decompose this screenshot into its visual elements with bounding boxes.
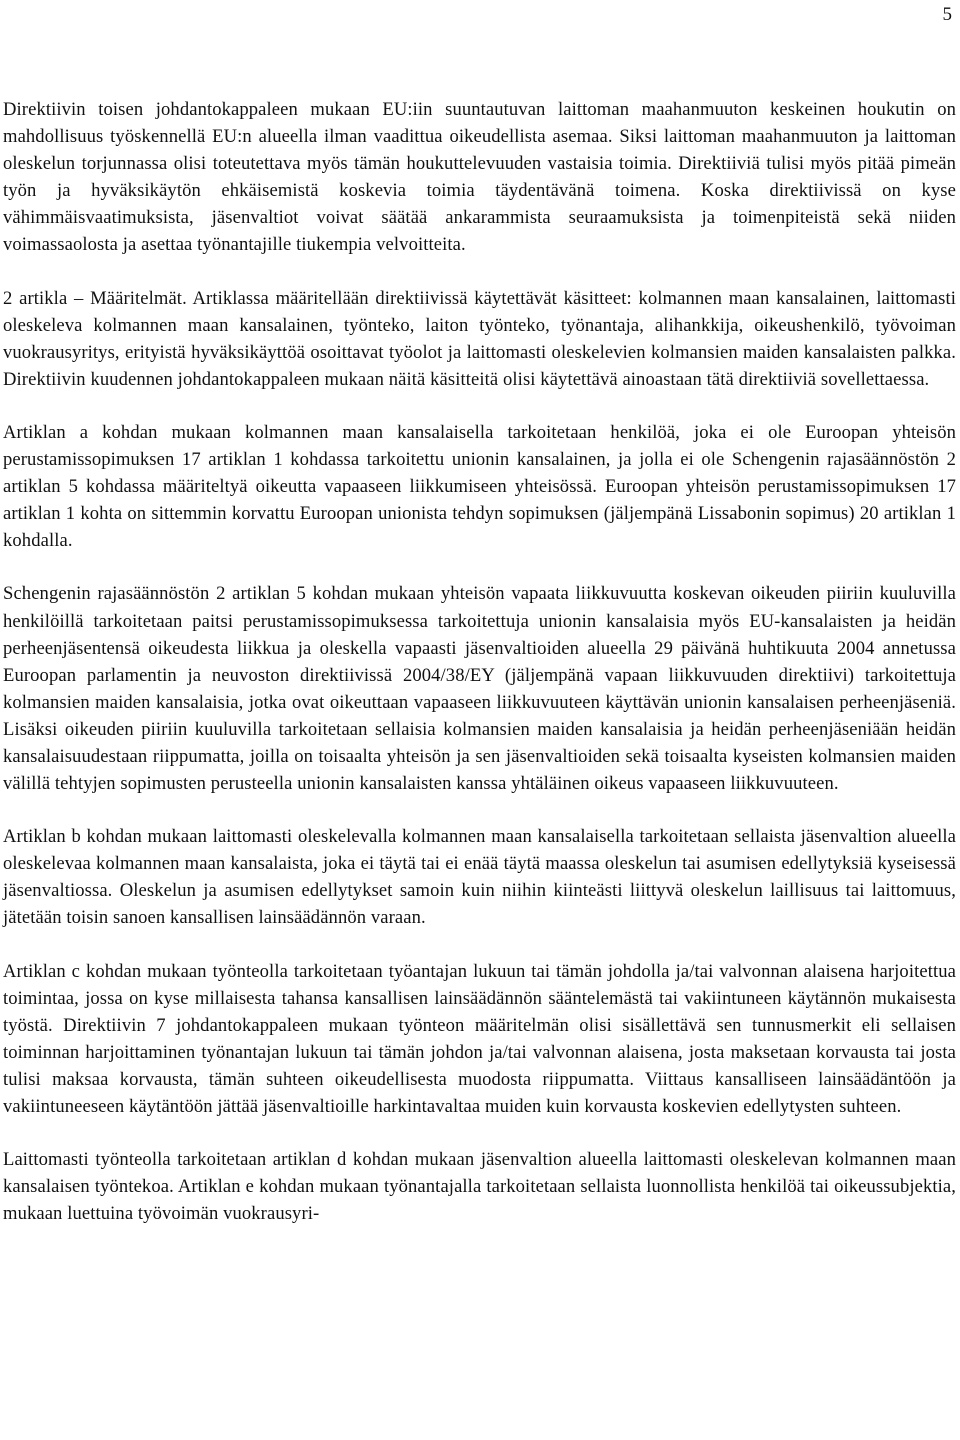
paragraph-point-d-e: Laittomasti työnteolla tarkoitetaan artiklan d kohdan mukaan jäsenvaltion alueella laittomasti oleskelevan kolmannen maan kansalaisen työntekoa. Artiklan e kohdan mukaan työnantajalla tarkoitetaan sellaista luonnollista henkilöä tai oikeussubjektia, mukaan luettuina työvoimän vuokrausyri- <box>3 1149 956 1225</box>
body-text <box>3 96 956 1253</box>
page-number: 5 <box>942 4 952 25</box>
paragraph-intro: Direktiivin toisen johdantokappaleen mukaan EU:iin suuntautuvan laittoman maahanmuuton keskeinen houkutin on mahdollisuus työskennellä EU:n alueella ilman vaadittua oikeudellista asemaa. Siksi laittoman maahanmuuton ja laittoman oleskelun torjunnassa olisi toteutettava myös tämän houkuttelevuuden vastaisia toimia. Direktiiviä tulisi myös pitää pimeän työn ja hyväksikäytön ehkäisemistä koskevia toimia täydentävänä toimena. Koska direktiivissä on kyse vähimmäisvaatimuksista, jäsenvaltiot voivat säätää ankarammista seuraamuksista ja toimenpiteistä sekä niiden voimassaolosta ja asettaa työnantajille tiukempia velvoitteita. <box>3 99 956 256</box>
paragraph-schengen: Schengenin rajasäännöstön 2 artiklan 5 kohdan mukaan yhteisön vapaata liikkuvuutta koskevan oikeuden piiriin kuuluvilla henkilöillä tarkoitetaan paitsi perustamissopimuksessa tarkoitettuja unionin kansalaisia myös EU-kansalaisten ja heidän perheenjäsentensä oikeudesta liikkua ja oleskella vapaasti jäsenvaltioiden alueella 29 päivänä huhtikuuta 2004 annetussa Euroopan parlamentin ja neuvoston direktiivissä 2004/38/EY (jäljempänä vapaan liikkuvuuden direktiivi) tarkoitettuja kolmansien maiden kansalaisia, jotka ovat oikeuttaan vapaaseen liikkuvuuteen käyttävän unionin kansalaisen perheenjäseniä. Lisäksi oikeuden piiriin kuuluvilla tarkoitetaan sellaisia kolmansien maiden kansalaisia ja heidän perheenjäseniään heidän kansalaisuudestaan riippumatta, joilla on toisaalta yhteisön ja sen jäsenvaltioiden sekä toisaalta kyseisten kolmansien maiden välillä tehtyjen sopimusten perusteella unionin kansalaisten kanssa yhtäläinen oikeus vapaaseen liikkuvuuteen. <box>3 583 956 795</box>
paragraph-point-c: Artiklan c kohdan mukaan työnteolla tarkoitetaan työantajan lukuun tai tämän johdolla ja/tai valvonnan alaisena harjoitettua toimintaa, jossa on kyse millaisesta tahansa kansallisen lainsäädännön sääntelemästä tai vakiintuneen käytännön mukaisesta työstä. Direktiivin 7 johdantokappaleen mukaan työnteon määritelmän olisi sisällettävä sen tunnusmerkit eli sellaisen toiminnan harjoittaminen työnantajan lukuun tai tämän johdon ja/tai valvonnan alaisena, josta maksetaan korvausta tai josta tulisi maksaa korvausta, tämän suhteen oikeudellisesta muodosta riippumatta. Viittaus kansalliseen lainsäädäntöön ja vakiintuneeseen käytäntöön jättää jäsenvaltioille harkintavaltaa muiden kuin korvausta koskevien edellytysten suhteen. <box>3 960 956 1117</box>
paragraph-point-a: Artiklan a kohdan mukaan kolmannen maan kansalaisella tarkoitetaan henkilöä, joka ei ole Euroopan yhteisön perustamissopimuksen 17 artiklan 1 kohdassa tarkoitettu unionin kansalainen, ja jolla ei ole Schengenin rajasäännöstön 2 artiklan 5 kohdassa määriteltyä oikeutta vapaaseen liikkumiseen yhteisössä. Euroopan yhteisön perustamissopimuksen 17 artiklan 1 kohta on sittemmin korvattu Euroopan unionista tehdyn sopimuksen (jäljempänä Lissabonin sopimus) 20 artiklan 1 kohdalla. <box>3 421 956 552</box>
paragraph-article-2: 2 artikla – Määritelmät. Artiklassa määritellään direktiivissä käytettävät käsitteet: kolmannen maan kansalainen, laittomasti oleskeleva kolmannen maan kansalainen, työnteko, laiton työnteko, työnantaja, alihankkija, oikeushenkilö, työvoiman vuokrausyritys, erityistä hyväksikäyttöä osoittavat työolot ja laittomasti oleskelevien kolmansien maiden kansalaisten palkka. Direktiivin kuudennen johdantokappaleen mukaan näitä käsitteitä olisi käytettävä ainoastaan tätä direktiiviä sovellettaessa. <box>3 287 956 390</box>
paragraph-point-b: Artiklan b kohdan mukaan laittomasti oleskelevalla kolmannen maan kansalaisella tarkoitetaan sellaista jäsenvaltion alueella oleskelevaa kolmannen maan kansalaista, joka ei täytä tai ei enää täytä maassa oleskelun tai asumisen edellytyksiä kyseisessä jäsenvaltiossa. Oleskelun ja asumisen edellytykset samoin kuin niihin kiinteästi liittyvä oleskelun laillisuus tai laittomuus, jätetään toisin sanoen kansallisen lainsäädännön varaan. <box>3 826 956 929</box>
